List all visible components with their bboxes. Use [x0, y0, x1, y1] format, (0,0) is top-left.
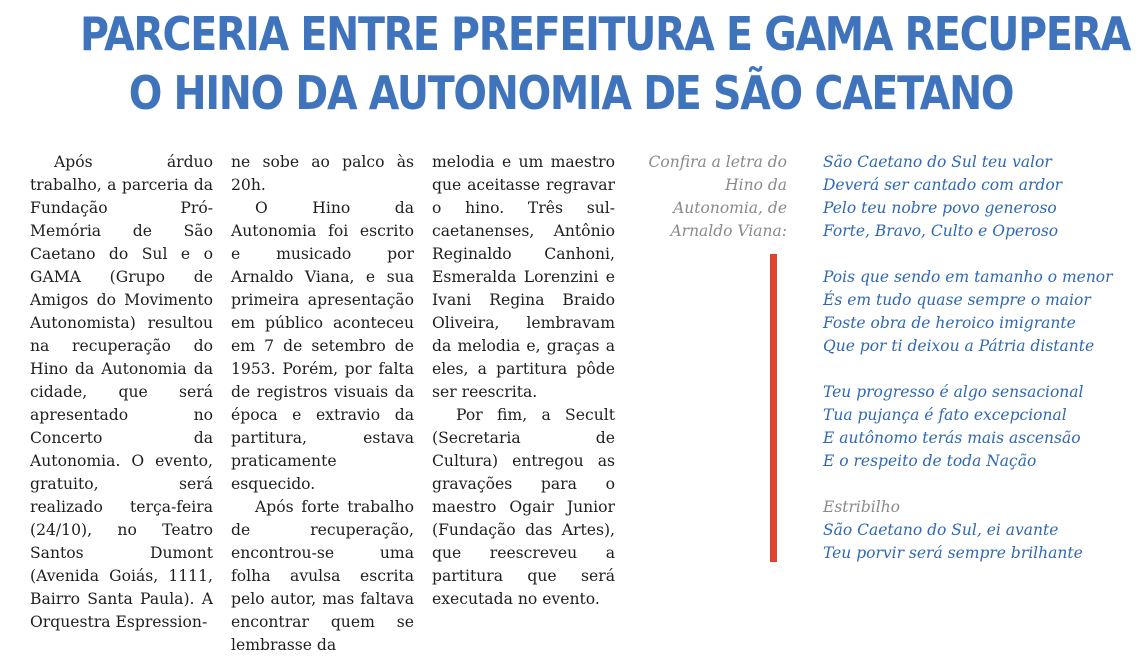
article-paragraph: O Hino da Autonomia foi escrito e musicado por Arnaldo Viana, e sua primeira apresentação em público aconteceu em 7 de setembro de 1953. Porém, por falta de registros visuais da época e extravio da partitura, estava praticamente esquecido.	[231, 199, 414, 493]
article-paragraph: Após forte trabalho de recuperação, encontrou-se uma folha avulsa escrita pelo autor, mas faltava encontrar quem se lembrasse da	[231, 498, 414, 654]
article-paragraph: melodia e um maestro que aceitasse regravar o hino. Três sul-caetanenses, Antônio Reginaldo Canhoni, Esmeralda Lorenzini e Ivani Regina Braido Oliveira, lembravam da melodia e, graças a eles, a partitura pôde ser reescrita.	[432, 153, 615, 401]
lyric-line: São Caetano do Sul, ei avante	[823, 521, 1059, 539]
article-paragraph: Após árduo trabalho, a parceria da Fundação Pró-Memória de São Caetano do Sul e o GAMA (Grupo de Amigos do Movimento Autonomista) resultou na recuperação do Hino da Autonomia da cidade, que será apresentado no Concerto da Autonomia. O evento, gratuito, será realizado terça-feira (24/10), no Teatro Santos Dumont (Avenida Goiás, 1111, Bairro Santa Paula). A Orquestra Espression-	[30, 153, 213, 631]
article-paragraph: ne sobe ao palco às 20h.	[231, 153, 414, 194]
stanza-3	[823, 381, 1133, 473]
lyric-line: São Caetano do Sul teu valor	[823, 153, 1052, 171]
headline-line-2: O HINO DA AUTONOMIA DE SÃO CAETANO	[128, 66, 1014, 120]
lyric-line: És em tudo quase sempre o maior	[823, 291, 1091, 309]
stanza-1	[823, 151, 1133, 243]
article-column-3	[432, 151, 615, 611]
stanza-2	[823, 266, 1133, 358]
lyric-line: Pois que sendo em tamanho o menor	[823, 268, 1113, 286]
refrain	[823, 496, 1133, 565]
lyric-line: Teu progresso é algo sensacional	[823, 383, 1084, 401]
lyric-line: E autônomo terás mais ascensão	[823, 429, 1081, 447]
anthem-lyrics	[823, 151, 1133, 565]
lyrics-intro: Confira a letra do Hino da Autonomia, de Arnaldo Viana:	[648, 153, 787, 240]
lyric-line: Foste obra de heroico imigrante	[823, 314, 1076, 332]
article-column-1	[30, 151, 213, 634]
lyric-line: Pelo teu nobre povo generoso	[823, 199, 1057, 217]
lyric-line: Deverá ser cantado com ardor	[823, 176, 1063, 194]
lyric-line: Teu porvir será sempre brilhante	[823, 544, 1083, 562]
refrain-label: Estribilho	[823, 498, 901, 516]
lyric-line: Forte, Bravo, Culto e Operoso	[823, 222, 1059, 240]
lyric-line: Tua pujança é fato excepcional	[823, 406, 1067, 424]
lyric-line: E o respeito de toda Nação	[823, 452, 1037, 470]
article-column-2	[231, 151, 414, 657]
article-paragraph: Por fim, a Secult (Secretaria de Cultura) entregou as gravações para o maestro Ogair Junior (Fundação das Artes), que reescreveu a partitura que será executada no evento.	[432, 406, 615, 608]
headline-line-1: PARCERIA ENTRE PREFEITURA E GAMA RECUPERA	[79, 7, 1131, 61]
accent-bar	[770, 254, 777, 562]
lyric-line: Que por ti deixou a Pátria distante	[823, 337, 1095, 355]
